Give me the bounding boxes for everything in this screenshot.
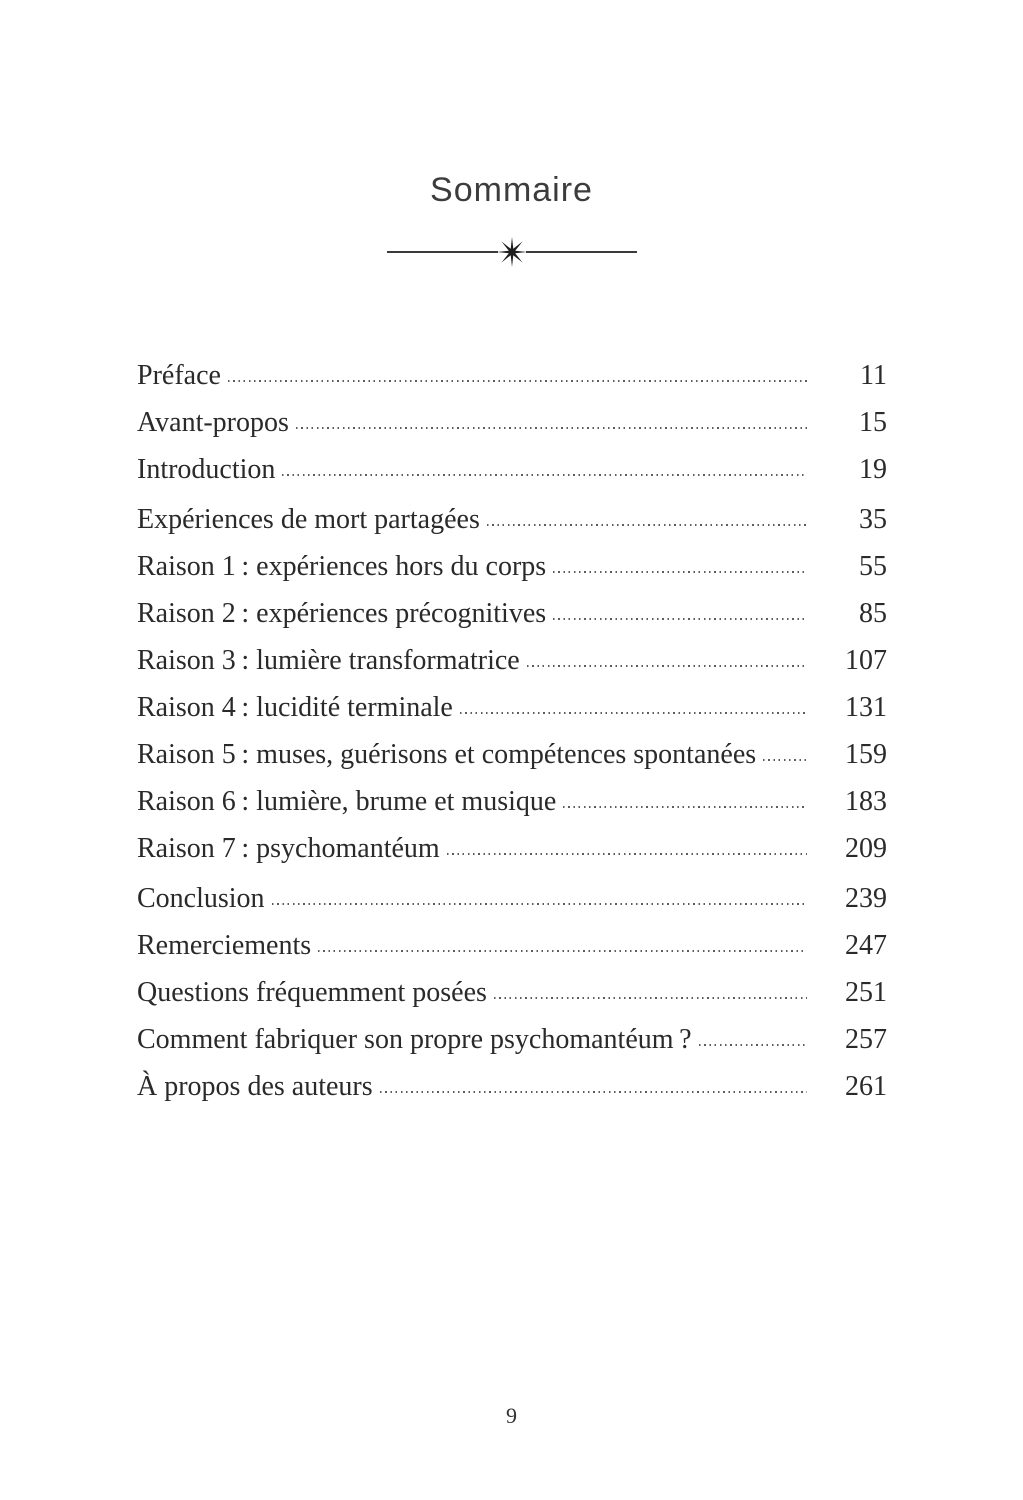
toc-group bbox=[137, 502, 887, 866]
toc-entry bbox=[137, 1022, 887, 1057]
toc-dot-leader bbox=[494, 997, 807, 999]
toc-entry-page: 209 bbox=[845, 833, 887, 864]
toc-entry bbox=[137, 737, 887, 772]
toc-entry-label: Raison 1 : expériences hors du corps bbox=[137, 551, 547, 582]
toc-entry-label: Remerciements bbox=[137, 930, 312, 961]
toc-dot-leader bbox=[553, 571, 807, 573]
toc-entry-label: Raison 6 : lumière, brume et musique bbox=[137, 786, 557, 817]
toc-dot-leader bbox=[228, 380, 807, 382]
toc bbox=[137, 358, 887, 1104]
toc-entry-page: 131 bbox=[845, 692, 887, 723]
toc-entry-label: Raison 3 : lumière transformatrice bbox=[137, 645, 520, 676]
toc-entry-label: Raison 5 : muses, guérisons et compétences spontanées bbox=[137, 739, 757, 770]
toc-entry-label: À propos des auteurs bbox=[137, 1071, 373, 1102]
toc-entry-label: Expériences de mort partagées bbox=[137, 504, 480, 535]
page-title: Sommaire bbox=[430, 171, 593, 209]
toc-entry bbox=[137, 502, 887, 537]
toc-dot-leader bbox=[553, 618, 807, 620]
toc-entry-page: 19 bbox=[859, 454, 887, 485]
toc-dot-leader bbox=[447, 853, 807, 855]
toc-entry-page: 159 bbox=[845, 739, 887, 770]
toc-group bbox=[137, 358, 887, 487]
toc-entry-page: 257 bbox=[845, 1024, 887, 1055]
toc-entry bbox=[137, 690, 887, 725]
toc-dot-leader bbox=[282, 474, 807, 476]
toc-dot-leader bbox=[563, 806, 807, 808]
star-divider-ornament bbox=[387, 234, 637, 270]
toc-dot-leader bbox=[272, 903, 807, 905]
toc-entry bbox=[137, 452, 887, 487]
toc-entry-page: 35 bbox=[859, 504, 887, 535]
toc-dot-leader bbox=[380, 1091, 807, 1093]
toc-dot-leader bbox=[318, 950, 807, 952]
toc-entry-page: 251 bbox=[845, 977, 887, 1008]
folio-page-number: 9 bbox=[506, 1403, 517, 1428]
toc-entry-page: 85 bbox=[859, 598, 887, 629]
toc-entry-page: 247 bbox=[845, 930, 887, 961]
toc-entry bbox=[137, 881, 887, 916]
toc-entry-page: 239 bbox=[845, 883, 887, 914]
toc-entry-label: Comment fabriquer son propre psychomantéum ? bbox=[137, 1024, 692, 1055]
toc-entry bbox=[137, 405, 887, 440]
toc-entry bbox=[137, 358, 887, 393]
toc-group bbox=[137, 881, 887, 1104]
toc-entry bbox=[137, 831, 887, 866]
toc-entry bbox=[137, 928, 887, 963]
toc-entry-label: Raison 4 : lucidité terminale bbox=[137, 692, 453, 723]
toc-entry-page: 261 bbox=[845, 1071, 887, 1102]
toc-entry bbox=[137, 975, 887, 1010]
toc-entry-page: 11 bbox=[860, 360, 887, 391]
toc-dot-leader bbox=[296, 427, 807, 429]
toc-entry bbox=[137, 596, 887, 631]
toc-entry bbox=[137, 643, 887, 678]
toc-entry-page: 183 bbox=[845, 786, 887, 817]
toc-entry-page: 107 bbox=[845, 645, 887, 676]
toc-entry bbox=[137, 1069, 887, 1104]
eight-pointed-star-icon bbox=[497, 237, 527, 267]
toc-dot-leader bbox=[527, 665, 807, 667]
toc-entry-label: Introduction bbox=[137, 454, 276, 485]
toc-entry-label: Raison 2 : expériences précognitives bbox=[137, 598, 547, 629]
toc-entry bbox=[137, 784, 887, 819]
toc-entry bbox=[137, 549, 887, 584]
toc-dot-leader bbox=[487, 524, 807, 526]
toc-entry-label: Préface bbox=[137, 360, 221, 391]
toc-entry-label: Questions fréquemment posées bbox=[137, 977, 487, 1008]
toc-entry-label: Raison 7 : psychomantéum bbox=[137, 833, 440, 864]
toc-dot-leader bbox=[763, 759, 807, 761]
toc-dot-leader bbox=[699, 1044, 807, 1046]
toc-dot-leader bbox=[460, 712, 807, 714]
toc-entry-label: Conclusion bbox=[137, 883, 265, 914]
toc-entry-page: 15 bbox=[859, 407, 887, 438]
toc-entry-label: Avant-propos bbox=[137, 407, 289, 438]
toc-entry-page: 55 bbox=[859, 551, 887, 582]
